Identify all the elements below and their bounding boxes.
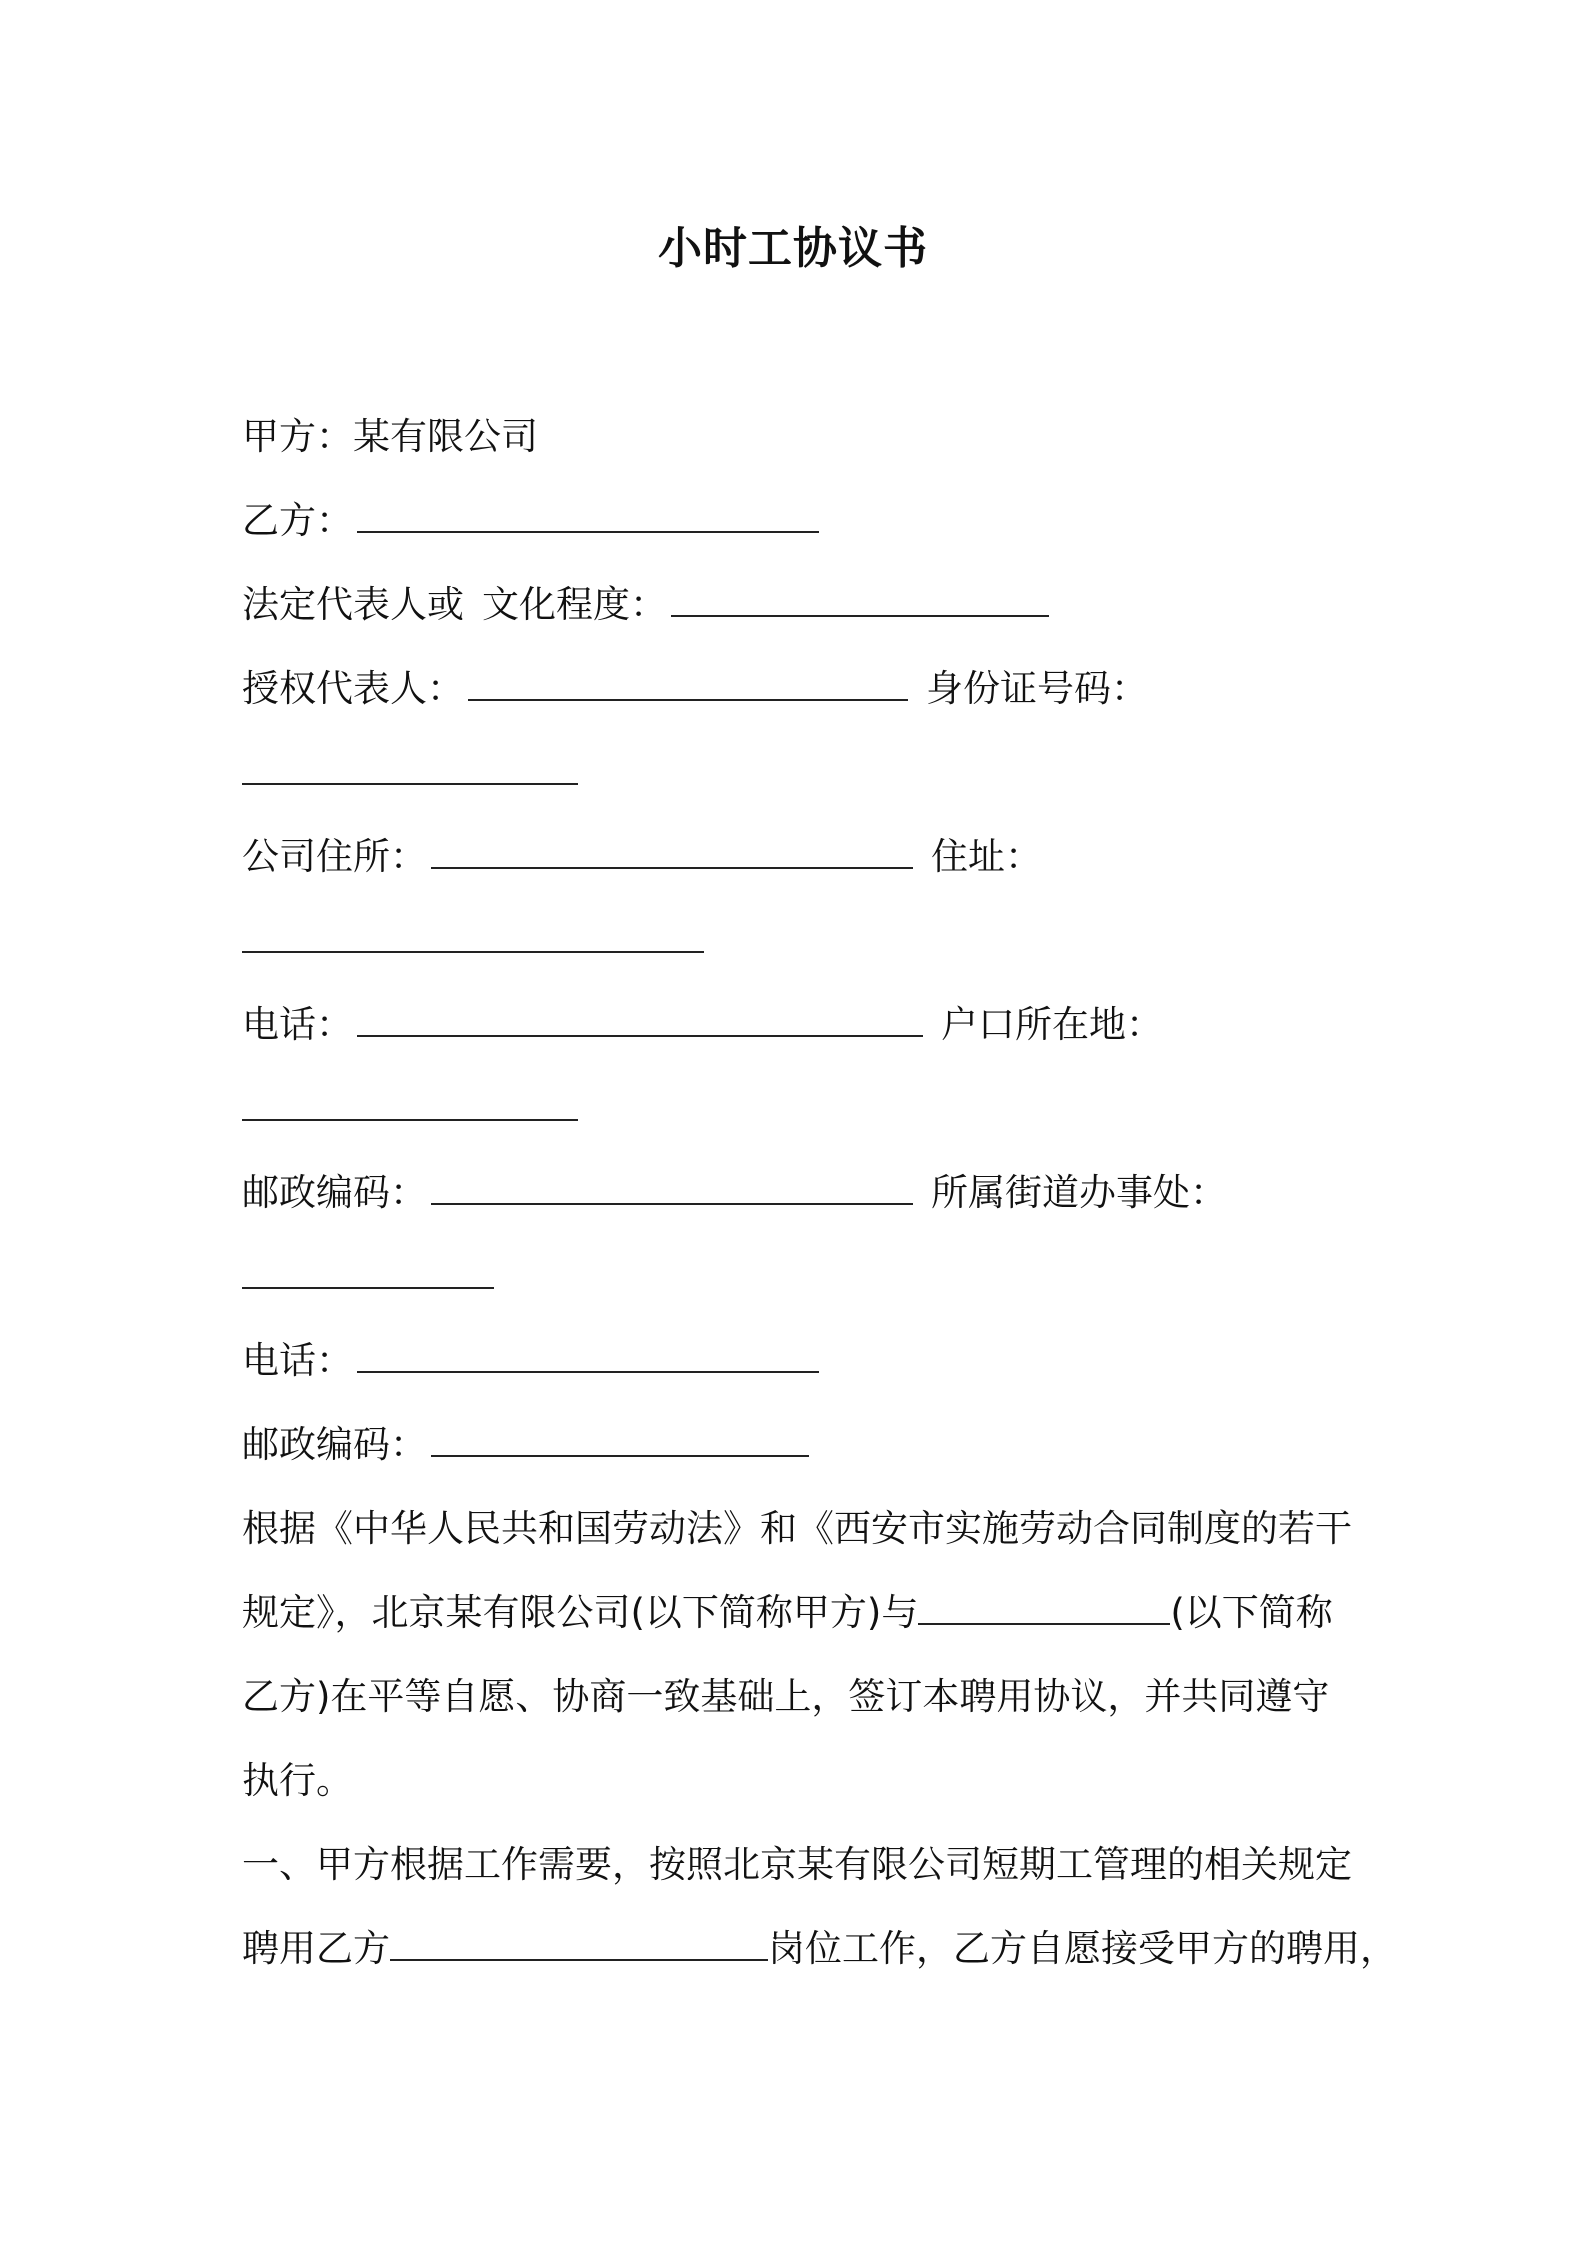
paragraph-2-line-1 [242,1840,1352,1890]
paragraph-1-text-3: 乙方)在平等自愿、协商一致基础上，签订本聘用协议，并共同遵守 [242,1675,1330,1718]
legal-rep-line [242,580,1049,630]
authorized-rep-label: 授权代表人： [242,667,464,710]
paragraph-1-text-2b: (以下简称 [1170,1591,1333,1634]
address-blank[interactable] [242,943,704,953]
phone-a-line [242,1000,1163,1050]
postal-b-line [242,1420,809,1470]
id-number-blank-line [242,748,578,798]
party-a-line [242,412,538,462]
street-office-label: 所属街道办事处： [931,1171,1227,1214]
paragraph-2-text-2b: 岗位工作，乙方自愿接受甲方的聘用， [768,1927,1397,1970]
company-address-blank[interactable] [431,859,913,869]
paragraph-1-line-1 [242,1504,1352,1554]
paragraph-2-line-2 [242,1924,1397,1974]
legal-rep-label: 法定代表人或 [242,583,464,626]
document-title: 小时工协议书 [658,223,928,274]
hukou-label: 户口所在地： [941,1003,1163,1046]
phone-a-label: 电话： [242,1003,353,1046]
paragraph-2-text-2a: 聘用乙方 [242,1927,390,1970]
paragraph-1-line-2 [242,1588,1333,1638]
paragraph-1-text-1: 根据《中华人民共和国劳动法》和《西安市实施劳动合同制度的若干 [242,1507,1352,1550]
education-label: 文化程度： [482,583,667,626]
phone-b-line [242,1336,819,1386]
hukou-blank-line [242,1084,578,1134]
postal-b-blank[interactable] [431,1447,809,1457]
paragraph-1-text-4: 执行。 [242,1759,353,1802]
position-blank[interactable] [390,1951,768,1961]
address-blank-line [242,916,704,966]
party-b-label: 乙方： [242,499,353,542]
phone-a-blank[interactable] [357,1027,923,1037]
phone-b-label: 电话： [242,1339,353,1382]
id-number-blank[interactable] [242,775,578,785]
paragraph-2-text-1: 一、甲方根据工作需要，按照北京某有限公司短期工管理的相关规定 [242,1843,1352,1886]
party-b-name-blank[interactable] [918,1615,1170,1625]
postal-b-label: 邮政编码： [242,1423,427,1466]
paragraph-1-line-3 [242,1672,1329,1722]
authorized-rep-blank[interactable] [468,691,908,701]
party-b-line [242,496,819,546]
address-label: 住址： [931,835,1042,878]
paragraph-1-text-2a: 规定》，北京某有限公司(以下简称甲方)与 [242,1591,919,1634]
phone-b-blank[interactable] [357,1363,819,1373]
education-blank[interactable] [671,607,1049,617]
party-a-label: 甲方：某有限公司 [242,415,538,458]
street-office-blank[interactable] [242,1279,494,1289]
postal-a-label: 邮政编码： [242,1171,427,1214]
street-office-blank-line [242,1252,494,1302]
company-address-label: 公司住所： [242,835,427,878]
hukou-blank[interactable] [242,1111,578,1121]
paragraph-1-line-4 [242,1756,353,1806]
postal-a-blank[interactable] [431,1195,913,1205]
id-number-label: 身份证号码： [926,667,1148,710]
authorized-rep-line [242,664,1148,714]
postal-a-line [242,1168,1227,1218]
company-address-line [242,832,1042,882]
party-b-blank[interactable] [357,523,819,533]
